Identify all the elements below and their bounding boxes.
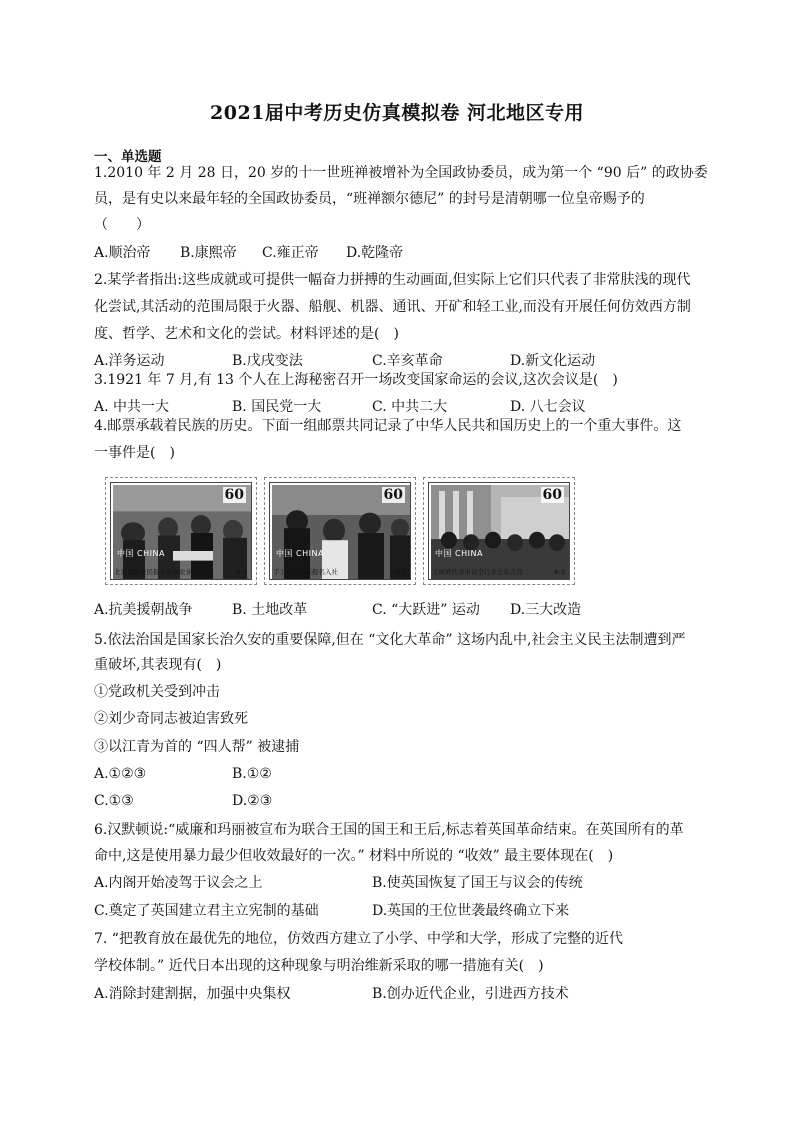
q6-option-a: A.内阁开始凌驾于议会之上 [94, 875, 263, 891]
stamp-1-value: 60 [224, 487, 244, 503]
q3-option-b: B. 国民党一大 [232, 399, 322, 415]
q4-text-line-2: 一事件是( ) [94, 445, 175, 461]
q2-option-b: B.戊戌变法 [232, 353, 303, 369]
q2-option-c: C.辛亥革命 [372, 353, 443, 369]
stamp-1 [105, 477, 257, 585]
page-title: 2021届中考历史仿真模拟卷 河北地区专用 [210, 102, 584, 124]
q3-option-c: C. 中共二大 [372, 399, 448, 415]
q4-option-b: B. 土地改革 [232, 602, 308, 618]
q3-option-a: A. 中共一大 [94, 399, 170, 415]
q6-option-c: C.奠定了英国建立君主立宪制的基础 [94, 903, 319, 919]
q1-text-line-2: 员，是有史以来最年轻的全国政协委员，“班禅额尔德尼” 的封号是清朝哪一位皇帝赐予的 [94, 191, 645, 207]
q2-option-d: D.新文化运动 [510, 353, 596, 369]
q4-option-c: C. “大跃进” 运动 [372, 602, 480, 618]
stamp-2-country: 中国 CHINA [276, 549, 324, 558]
stamp-2-value: 60 [383, 487, 403, 503]
section-heading: 一、单选题 [94, 149, 162, 165]
q1-text-line-3: （ ） [94, 217, 150, 233]
q5-item-1: ①党政机关受到冲击 [94, 684, 220, 700]
stamp-2-caption: 手工业者踊跃报名入社 [273, 568, 338, 576]
stamp-1-country: 中国 CHINA [117, 549, 165, 558]
q6-text-line-1: 6.汉默顿说:“威廉和玛丽被宣布为联合王国的国王和王后,标志着英国革命结束。在英国所有的革 [94, 822, 684, 838]
q2-text-line-1: 2.某学者指出:这些成就或可提供一幅奋力拼搏的生动画面,但实际上它们只代表了非常肤浅的现代 [94, 272, 691, 288]
q5-option-d: D.②③ [232, 793, 273, 809]
stamp-3-caption: 工商界代表申请全行业公私合营 [432, 568, 523, 576]
q2-option-a: A.洋务运动 [94, 353, 165, 369]
q7-text-line-1: 7. “把教育放在最优先的地位，仿效西方建立了小学、中学和大学，形成了完整的近代 [94, 931, 623, 947]
q6-option-b: B.使英国恢复了国王与议会的传统 [372, 875, 583, 891]
q1-option-b: B.康熙帝 [180, 245, 237, 261]
q1-text-line-1: 1.2010 年 2 月 28 日，20 岁的十一世班禅被增补为全国政协委员，成为第一个 “90 后” 的政协委 [94, 165, 708, 181]
q4-option-a: A.抗美援朝战争 [94, 602, 193, 618]
stamp-3-value: 60 [542, 487, 562, 503]
q5-text-line-1: 5.依法治国是国家长治久安的重要保障,但在 “文化大革命” 这场内乱中,社会主义民主法制遭到严 [94, 632, 686, 648]
q2-text-line-3: 度、哲学、艺术和文化的尝试。材料评述的是( ) [94, 326, 399, 342]
q2-text-line-2: 化尝试,其活动的范围局限于火器、船舰、机器、通讯、开矿和轻工业,而没有开展任何仿效西方制 [94, 299, 691, 315]
q1-option-c: C.雍正帝 [262, 245, 319, 261]
q6-option-d: D.英国的王位世袭最终确立下来 [372, 903, 570, 919]
stamp-set [105, 477, 575, 585]
q7-text-line-2: 学校体制。” 近代日本出现的这种现象与明治维新采取的哪一措施有关( ) [94, 958, 544, 974]
q7-option-a: A.消除封建割据，加强中央集权 [94, 986, 291, 1002]
q5-item-3: ③以江青为首的 “四人帮” 被逮捕 [94, 739, 300, 755]
stamp-1-number: 6-1 [236, 568, 247, 576]
q4-option-d: D.三大改造 [510, 602, 582, 618]
q3-option-d: D. 八七会议 [510, 399, 586, 415]
q1-option-a: A.顺治帝 [94, 245, 151, 261]
q4-text-line-1: 4.邮票承载着民族的历史。下面一组邮票共同记录了中华人民共和国历史上的一个重大事件。这 [94, 418, 682, 434]
stamp-3-number: 6-3 [554, 568, 565, 576]
q5-option-c: C.①③ [94, 793, 134, 809]
stamp-3-country: 中国 CHINA [435, 549, 483, 558]
stamp-1-caption: 北京郊区农民报名参加农业合作社 [114, 568, 212, 576]
q3-text-line-1: 3.1921 年 7 月,有 13 个人在上海秘密召开一场改变国家命运的会议,这次会议是( ) [94, 372, 618, 388]
stamp-2-number: 6-2 [395, 568, 406, 576]
q1-option-d: D.乾隆帝 [346, 245, 404, 261]
q5-text-line-2: 重破坏,其表现有( ) [94, 657, 222, 673]
stamp-2 [264, 477, 416, 585]
q5-option-b: B.①② [232, 766, 272, 782]
q6-text-line-2: 命中,这是使用暴力最少但收效最好的一次。” 材料中所说的 “收效” 最主要体现在( ) [94, 848, 614, 864]
q5-option-a: A.①②③ [94, 766, 147, 782]
stamp-3 [423, 477, 575, 585]
q5-item-2: ②刘少奇同志被迫害致死 [94, 711, 248, 727]
q7-option-b: B.创办近代企业，引进西方技术 [372, 986, 569, 1002]
